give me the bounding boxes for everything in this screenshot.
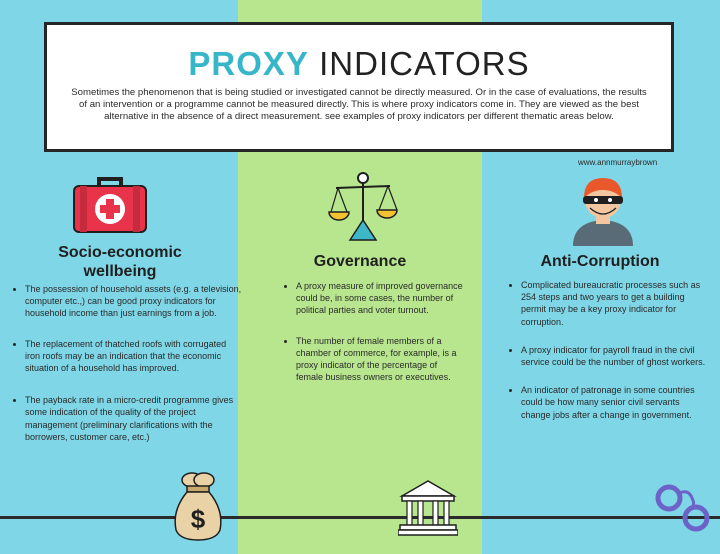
handcuffs-icon: [654, 478, 714, 538]
governance-list: [285, 280, 466, 399]
list-item: • A proxy measure of improved governance could be, in some cases, the number of political parties and voter turnout.: [296, 280, 466, 317]
list-item: • An indicator of patronage in some countries could be how many senior civil servants change jobs after a change in government.: [521, 384, 711, 421]
list-item: • The replacement of thatched roofs with corrugated iron roofs may be an indication that the economic situation of a household has improved.: [25, 338, 243, 375]
first-aid-kit-icon: [72, 176, 148, 234]
list-item: • A proxy indicator for payroll fraud in the civil service could be the number of ghost workers.: [521, 344, 711, 368]
list-item: • Complicated bureaucratic processes such as 254 steps and two years to get a building permit may be a key proxy indicator for corruption.: [521, 279, 711, 328]
page-title: [47, 45, 671, 83]
header-box: [44, 22, 674, 152]
heading-governance: Governance: [313, 253, 407, 270]
socio-economic-list: [14, 283, 243, 459]
website-credit: www.annmurraybrown: [578, 158, 658, 167]
intro-text: Sometimes the phenomenon that is being studied or investigated cannot be directly measured. Or in the case of evaluations, the results of an intervention or a programme cannot be measured directly. This is where proxy indicators come in. They are viewed as the best alternative in the absence of a direct measurement. see examples of proxy indicators per different thematic areas below.: [71, 87, 647, 123]
list-item: • The number of female members of a chamber of commerce, for example, is a proxy indicator of the percentage of female business owners or executives.: [296, 335, 466, 384]
list-item: • The payback rate in a micro-credit programme gives some indication of the quality of the project management (preliminary clarifications with the borrowers, customer care, etc.): [25, 394, 243, 443]
list-item: • The possession of household assets (e.g. a television, computer etc.,) can be good proxy indicators for household income than just earnings from a job.: [25, 283, 243, 320]
scales-of-justice-icon: [328, 170, 398, 242]
money-bag-icon: [172, 470, 224, 542]
bottom-strip: [0, 519, 720, 554]
masked-thief-icon: [568, 170, 638, 246]
title-rest: INDICATORS: [308, 45, 530, 82]
anti-corruption-list: [510, 279, 711, 437]
courthouse-icon: [398, 478, 458, 536]
title-accent: PROXY: [188, 45, 309, 82]
heading-anti-corruption: Anti-Corruption: [540, 253, 660, 270]
svg-text:$: $: [190, 504, 206, 534]
heading-socio-economic: Socio-economic wellbeing: [58, 244, 182, 280]
